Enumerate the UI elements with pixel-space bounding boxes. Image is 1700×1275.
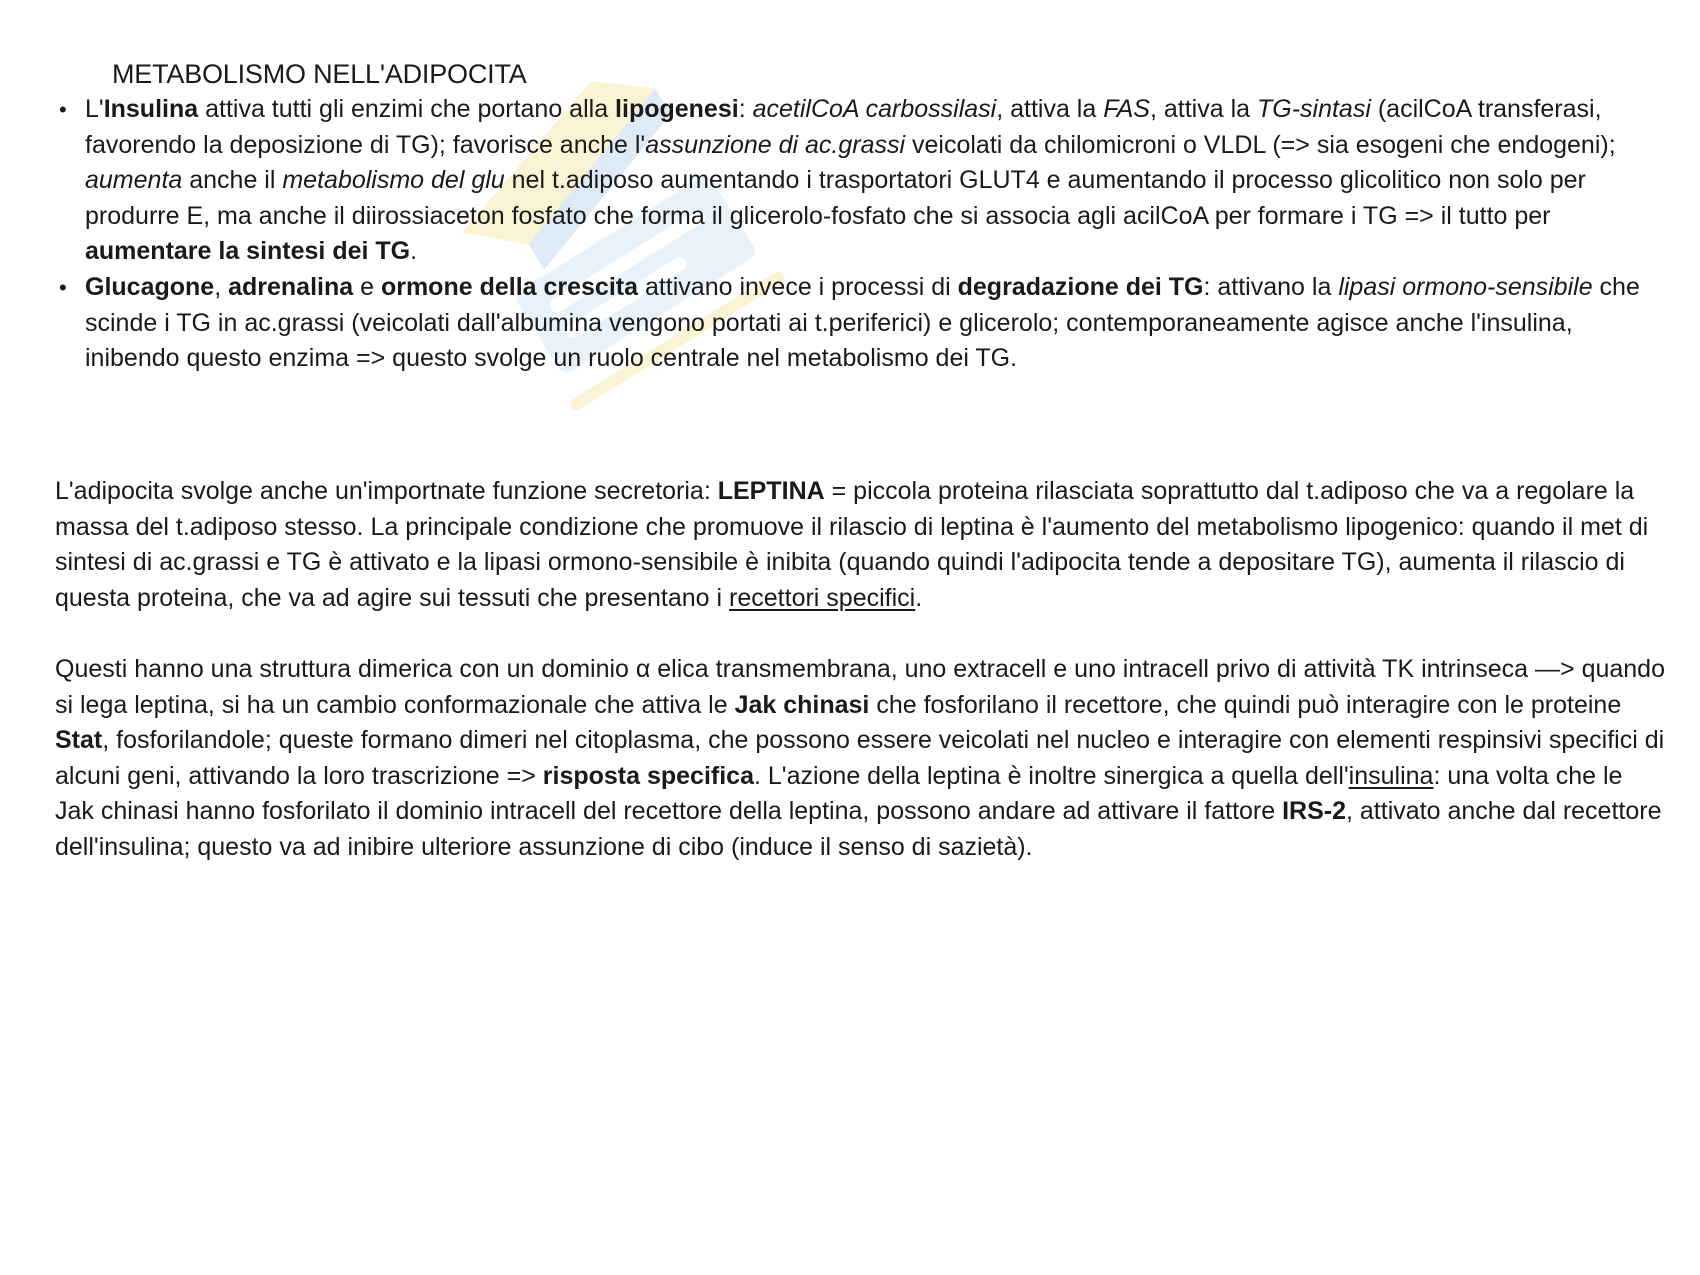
bullet1-segment: , attiva la — [1149, 95, 1257, 123]
bullet1-segment: L' — [85, 95, 104, 123]
para2-segment: Jak chinasi — [734, 690, 870, 719]
bullet1-segment: anche il — [182, 166, 283, 195]
para2-segment: : una volta che le Jak chinasi hanno fosforilato il dominio intracell del recettore della leptina, possono andare ad attivare il fattore — [55, 761, 1623, 826]
bullet1-segment: veicolati da chilomicroni o VLDL (=> sia esogeni che endogeni); — [905, 130, 1616, 159]
bullet1-segment: aumentare la sintesi dei TG — [85, 237, 411, 266]
bullet1-segment: . — [410, 237, 418, 266]
bullet-insulina — [52, 92, 1662, 270]
bullet1-segment: nel t.adiposo aumentando i trasportatori GLUT4 e aumentando il processo glicolitico non solo per produrre E, ma anche il diirossiaceton fosfato che forma il glicerolo-fosfato che si associa agli acilCoA per formare i TG => il tutto per — [85, 166, 1586, 230]
bullet1-segment: Insulina — [103, 95, 199, 123]
bullet-glucagone — [52, 270, 1662, 377]
bullet2-segment: ormone della crescita — [380, 272, 639, 301]
para1-segment: = piccola proteina rilasciata soprattutto dal t.adiposo che va a regolare la massa del t.adiposo stesso. La principale condizione che promuove il rilascio di leptina è l'aumento del metabolismo lipogenico: quando il met di sintesi di ac.grassi e TG è attivato e la lipasi ormono-sensibile è inibita (quando quindi l'adipocita tende a depositare TG), aumenta il rilascio di questa proteina, che va ad agire sui tessuti che presentano i — [55, 477, 1649, 612]
bullet-list — [52, 92, 1662, 377]
bullet2-segment: lipasi ormono-sensibile — [1338, 272, 1593, 301]
bullet1-segment: : — [738, 95, 753, 123]
bullet1-segment: acetilCoA carbossilasi — [752, 95, 997, 123]
bullet1-segment: lipogenesi — [615, 95, 739, 123]
para2-segment: Stat — [55, 726, 103, 755]
bullet1-segment: attiva tutti gli enzimi che portano alla — [198, 95, 616, 123]
bullet-glucagone-text — [85, 273, 1640, 372]
para1-segment: recettori specifici — [729, 583, 916, 612]
bullet1-segment: FAS — [1103, 95, 1150, 123]
bullet1-segment: aumenta — [85, 166, 183, 195]
para2-segment: IRS-2 — [1282, 797, 1347, 826]
bullet2-segment: degradazione dei TG — [957, 272, 1204, 301]
bullet1-segment: metabolismo del glu — [282, 166, 505, 195]
paragraph-leptina — [55, 474, 1665, 616]
para1-segment: L'adipocita svolge anche un'importnate funzione secretoria: — [55, 477, 718, 505]
bullet2-segment: adrenalina — [228, 272, 354, 301]
bullet-insulina-text — [85, 95, 1616, 265]
bullet1-segment: assunzione di ac.grassi — [645, 130, 906, 159]
para2-segment: Questi hanno una struttura dimerica con un dominio α elica transmembrana, uno extracell e uno intracell privo di attività TK intrinseca —> quando si lega leptina, si ha un cambio conformazionale che attiva le — [55, 655, 1665, 719]
paragraph-recettori — [55, 652, 1665, 866]
bullet2-segment: attivano invece i processi di — [638, 272, 958, 301]
bullet2-segment: che scinde i TG in ac.grassi (veicolati dall'albumina vengono portati ai t.periferici) e glicerolo; contemporaneamente agisce anche l'insulina, inibendo questo enzima => questo svolge un ruolo centrale nel metabolismo dei TG. — [85, 272, 1640, 373]
bullet2-segment: Glucagone — [85, 272, 215, 301]
para1-segment: . — [915, 583, 923, 612]
para2-segment: . L'azione della leptina è inoltre sinergica a quella dell' — [754, 761, 1349, 790]
para2-segment: , attivato anche dal recettore dell'insulina; questo va ad inibire ulteriore assunzione di cibo (induce il senso di sazietà). — [55, 797, 1662, 861]
para2-segment: , fosforilandole; queste formano dimeri nel citoplasma, che possono essere veicolati nel nucleo e interagire con elementi respinsivi specifici di alcuni geni, attivando la loro trascrizione => — [55, 726, 1665, 790]
para2-segment: insulina — [1348, 761, 1434, 790]
para2-segment: risposta specifica — [542, 761, 754, 790]
bullet1-segment: , attiva la — [996, 95, 1104, 123]
bullet2-segment: , — [214, 272, 229, 301]
para2-segment: che fosforilano il recettore, che quindi può interagire con le proteine — [869, 690, 1622, 719]
page-title: METABOLISMO NELL'ADIPOCITA — [112, 59, 527, 89]
bullet2-segment: e — [353, 272, 381, 301]
bullet2-segment: : attivano la — [1203, 272, 1339, 301]
bullet1-segment: TG-sintasi — [1256, 95, 1371, 123]
para1-segment: LEPTINA — [717, 477, 825, 505]
bullet1-segment: (acilCoA transferasi, favorendo la deposizione di TG); favorisce anche l' — [85, 95, 1602, 159]
